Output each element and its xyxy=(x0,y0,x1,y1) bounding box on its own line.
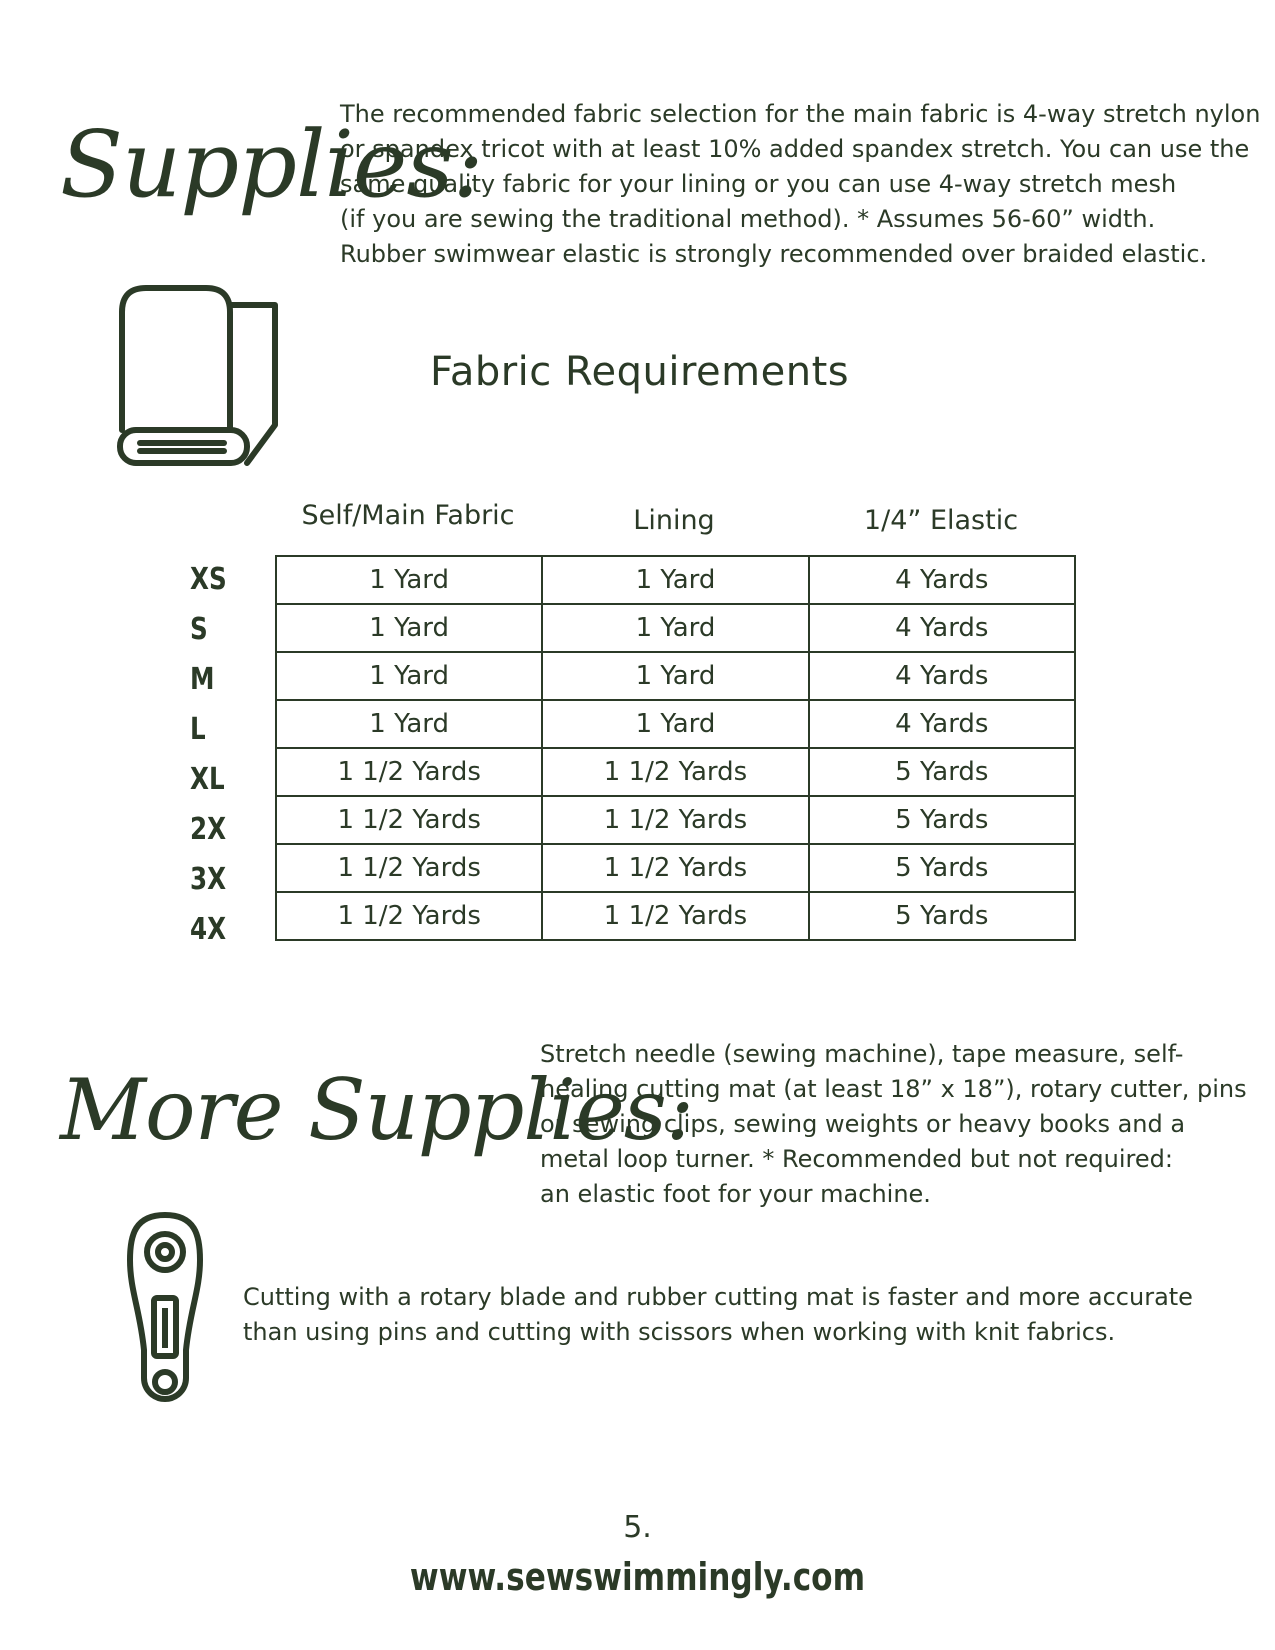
more-supplies-line: Stretch needle (sewing machine), tape measure, self- xyxy=(540,1040,1184,1068)
supplies-title: Supplies: xyxy=(60,111,483,218)
more-supplies-title: More Supplies: xyxy=(60,1061,694,1159)
main-fabric-cell: 1 Yard xyxy=(276,652,542,700)
elastic-cell: 4 Yards xyxy=(809,700,1075,748)
column-header-main-fabric: Self/Main Fabric xyxy=(301,500,515,531)
supplies-line: Rubber swimwear elastic is strongly recommended over braided elastic. xyxy=(340,240,1208,268)
lining-cell: 1 1/2 Yards xyxy=(542,748,808,796)
size-label: L xyxy=(190,712,206,747)
size-label: 2X xyxy=(190,812,227,847)
fabric-requirements-title: Fabric Requirements xyxy=(430,349,850,395)
table-row xyxy=(276,700,1075,748)
main-fabric-cell: 1 1/2 Yards xyxy=(276,892,542,940)
main-fabric-cell: 1 Yard xyxy=(276,700,542,748)
main-fabric-cell: 1 Yard xyxy=(276,556,542,604)
more-supplies-line: an elastic foot for your machine. xyxy=(540,1180,931,1208)
table-row xyxy=(276,556,1075,604)
size-labels xyxy=(190,555,260,955)
size-label: M xyxy=(190,662,215,697)
rotary-note-line: Cutting with a rotary blade and rubber cutting mat is faster and more accurate xyxy=(243,1283,1193,1311)
website-url: www.sewswimmingly.com xyxy=(409,1555,866,1599)
lining-cell: 1 Yard xyxy=(542,652,808,700)
main-fabric-cell: 1 1/2 Yards xyxy=(276,844,542,892)
lining-cell: 1 Yard xyxy=(542,700,808,748)
lining-cell: 1 Yard xyxy=(542,604,808,652)
main-fabric-cell: 1 1/2 Yards xyxy=(276,796,542,844)
lining-cell: 1 Yard xyxy=(542,556,808,604)
elastic-cell: 5 Yards xyxy=(809,748,1075,796)
lining-cell: 1 1/2 Yards xyxy=(542,844,808,892)
table-row xyxy=(276,604,1075,652)
supplies-line: or spandex tricot with at least 10% added spandex stretch. You can use the xyxy=(340,135,1250,163)
table-row xyxy=(276,748,1075,796)
supplies-line: (if you are sewing the traditional method). * Assumes 56-60” width. xyxy=(340,205,1156,233)
size-label: XS xyxy=(190,562,227,597)
elastic-cell: 5 Yards xyxy=(809,892,1075,940)
page-number: 5. xyxy=(623,1510,652,1545)
lining-cell: 1 1/2 Yards xyxy=(542,796,808,844)
lining-cell: 1 1/2 Yards xyxy=(542,892,808,940)
rotary-note-line: than using pins and cutting with scissors when working with knit fabrics. xyxy=(243,1318,1116,1346)
main-fabric-cell: 1 1/2 Yards xyxy=(276,748,542,796)
supplies-description xyxy=(340,97,1260,272)
size-label: S xyxy=(190,612,208,647)
column-header-lining: Lining xyxy=(633,505,715,536)
table-row xyxy=(276,796,1075,844)
size-label: 4X xyxy=(190,912,227,947)
elastic-cell: 4 Yards xyxy=(809,604,1075,652)
elastic-cell: 4 Yards xyxy=(809,556,1075,604)
fabric-requirements-table xyxy=(275,555,1076,941)
elastic-cell: 4 Yards xyxy=(809,652,1075,700)
fabric-bolt-icon xyxy=(112,280,282,470)
more-supplies-description xyxy=(540,1037,1247,1212)
more-supplies-line: or sewing clips, sewing weights or heavy books and a xyxy=(540,1110,1186,1138)
more-supplies-line: metal loop turner. * Recommended but not required: xyxy=(540,1145,1173,1173)
rotary-cutter-note xyxy=(243,1280,1193,1350)
column-header-elastic: 1/4” Elastic xyxy=(863,505,1019,536)
table-row xyxy=(276,892,1075,940)
size-label: 3X xyxy=(190,862,227,897)
supplies-line: same quality fabric for your lining or you can use 4-way stretch mesh xyxy=(340,170,1177,198)
rotary-cutter-icon xyxy=(120,1210,210,1420)
more-supplies-line: healing cutting mat (at least 18” x 18”), rotary cutter, pins xyxy=(540,1075,1247,1103)
elastic-cell: 5 Yards xyxy=(809,844,1075,892)
table-row xyxy=(276,652,1075,700)
table-row xyxy=(276,844,1075,892)
main-fabric-cell: 1 Yard xyxy=(276,604,542,652)
size-label: XL xyxy=(190,762,225,797)
supplies-line: The recommended fabric selection for the main fabric is 4-way stretch nylon xyxy=(340,100,1261,128)
elastic-cell: 5 Yards xyxy=(809,796,1075,844)
